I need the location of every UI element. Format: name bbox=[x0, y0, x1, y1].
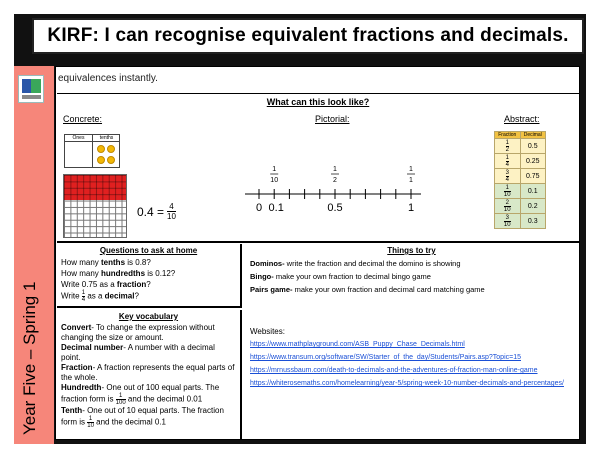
number-line-fraction-numerator: 1 bbox=[272, 166, 277, 173]
grid-header-ones: Ones bbox=[65, 135, 92, 142]
vocab-fraction: Fraction- A fraction represents the equal parts of the whole. bbox=[61, 363, 235, 382]
school-logo bbox=[18, 75, 44, 103]
things-to-try-heading: Things to try bbox=[387, 246, 436, 255]
abstract-row bbox=[495, 139, 546, 154]
abstract-fraction: $\frac{1}{10}$ bbox=[495, 184, 521, 199]
vocab-convert: Convert- To change the expression without changing the size or amount. bbox=[61, 323, 215, 342]
question-fraction: Write 0.75 as a fraction? bbox=[61, 280, 151, 289]
title-banner bbox=[32, 18, 584, 54]
try-pairs: Pairs game- make your own fraction and decimal card matching game bbox=[250, 285, 485, 294]
number-line-fraction-denominator: 10 bbox=[270, 177, 279, 184]
abstract-header-decimal: Decimal bbox=[520, 132, 546, 139]
vocab-decimal: Decimal number- A number with a decimal point. bbox=[61, 343, 215, 362]
question-tenths: How many tenths is 0.8? bbox=[61, 258, 151, 267]
questions-heading: Questions to ask at home bbox=[99, 246, 198, 255]
questions-box bbox=[57, 244, 242, 308]
abstract-decimal: 0.5 bbox=[520, 139, 546, 154]
page-title: KIRF: I can recognise equivalent fractions and decimals. bbox=[47, 25, 569, 46]
abstract-decimal: 0.75 bbox=[520, 169, 546, 184]
abstract-header-fraction: Fraction bbox=[495, 132, 521, 139]
number-line-label: 0.1 bbox=[268, 202, 284, 214]
try-dominos: Dominos- write the fraction and decimal the domino is showing bbox=[250, 259, 461, 268]
abstract-fraction: $\frac{1}{4}$ bbox=[495, 154, 521, 169]
representations-panel bbox=[57, 93, 579, 243]
counter bbox=[97, 145, 105, 153]
abstract-fraction: $\frac{3}{10}$ bbox=[495, 214, 521, 229]
place-value-grid bbox=[64, 134, 120, 168]
abstract-heading: Abstract: bbox=[504, 114, 540, 124]
hundred-square bbox=[63, 174, 127, 238]
number-line-fraction-denominator: 2 bbox=[333, 177, 337, 184]
abstract-table bbox=[494, 131, 546, 229]
panel-heading: What can this look like? bbox=[266, 97, 370, 107]
number-line-fraction-numerator: 1 bbox=[409, 166, 413, 173]
things-to-try-box bbox=[244, 244, 579, 314]
equation-lhs: 0.4 = bbox=[137, 204, 165, 219]
number-line-label: 0.5 bbox=[327, 202, 343, 214]
number-line-fraction-numerator: 1 bbox=[333, 166, 337, 173]
abstract-row bbox=[495, 184, 546, 199]
equation-fraction: $\frac{4}{10}$ bbox=[167, 202, 176, 221]
content-area bbox=[55, 66, 580, 440]
concrete-heading: Concrete: bbox=[63, 114, 103, 124]
abstract-fraction: $\frac{3}{4}$ bbox=[495, 169, 521, 184]
website-link-whiterose[interactable]: https://whiterosemaths.com/homelearning/year-5/spring-week-10-number-decimals-and-percentages/ bbox=[250, 380, 564, 387]
website-link-mrnussbaum[interactable]: https://mrnussbaum.com/death-to-decimals-and-the-adventures-of-fraction-man-online-game bbox=[250, 367, 538, 374]
websites-box bbox=[244, 317, 579, 439]
abstract-row bbox=[495, 214, 546, 229]
abstract-decimal: 0.3 bbox=[520, 214, 546, 229]
website-link-mathplayground[interactable]: https://www.mathplayground.com/ASB_Puppy_Chase_Decimals.html bbox=[250, 341, 465, 348]
vocab-tenth: Tenth- One out of 10 equal parts. The fraction form is $\frac{1}{10}$ and the decimal 0.1 bbox=[61, 406, 224, 429]
vocab-hundredth: Hundredth- One out of 100 equal parts. The fraction form is $\frac{1}{100}$ and the decimal 0.01 bbox=[61, 383, 220, 406]
year-term-label: Year Five – Spring 1 bbox=[20, 281, 39, 435]
vocabulary-box bbox=[57, 310, 242, 439]
number-line bbox=[245, 134, 425, 214]
counter bbox=[107, 156, 115, 164]
hundred-square-shaded bbox=[64, 175, 126, 200]
abstract-row bbox=[495, 169, 546, 184]
equation bbox=[137, 202, 176, 221]
number-line-fraction-denominator: 1 bbox=[409, 177, 413, 184]
abstract-fraction: $\frac{2}{10}$ bbox=[495, 199, 521, 214]
grid-header-tenths: tenths bbox=[93, 135, 120, 142]
number-line-label: 1 bbox=[407, 202, 415, 214]
question-decimal: Write $\frac{1}{4}$ as a decimal? bbox=[61, 290, 139, 303]
counter bbox=[107, 145, 115, 153]
number-line-label: 0 bbox=[255, 202, 263, 214]
abstract-decimal: 0.2 bbox=[520, 199, 546, 214]
vocabulary-heading: Key vocabulary bbox=[118, 312, 179, 321]
question-hundredths: How many hundredths is 0.12? bbox=[61, 269, 176, 278]
intro-text: equivalences instantly. bbox=[58, 73, 158, 84]
pictorial-heading: Pictorial: bbox=[315, 114, 350, 124]
abstract-decimal: 0.1 bbox=[520, 184, 546, 199]
abstract-fraction: $\frac{1}{2}$ bbox=[495, 139, 521, 154]
try-bingo: Bingo- make your own fraction to decimal bingo game bbox=[250, 272, 431, 281]
abstract-row bbox=[495, 154, 546, 169]
abstract-row bbox=[495, 199, 546, 214]
abstract-decimal: 0.25 bbox=[520, 154, 546, 169]
website-link-transum[interactable]: https://www.transum.org/software/SW/Starter_of_the_day/Students/Pairs.asp?Topic=15 bbox=[250, 354, 521, 361]
counter bbox=[97, 156, 105, 164]
websites-heading: Websites: bbox=[250, 327, 285, 336]
